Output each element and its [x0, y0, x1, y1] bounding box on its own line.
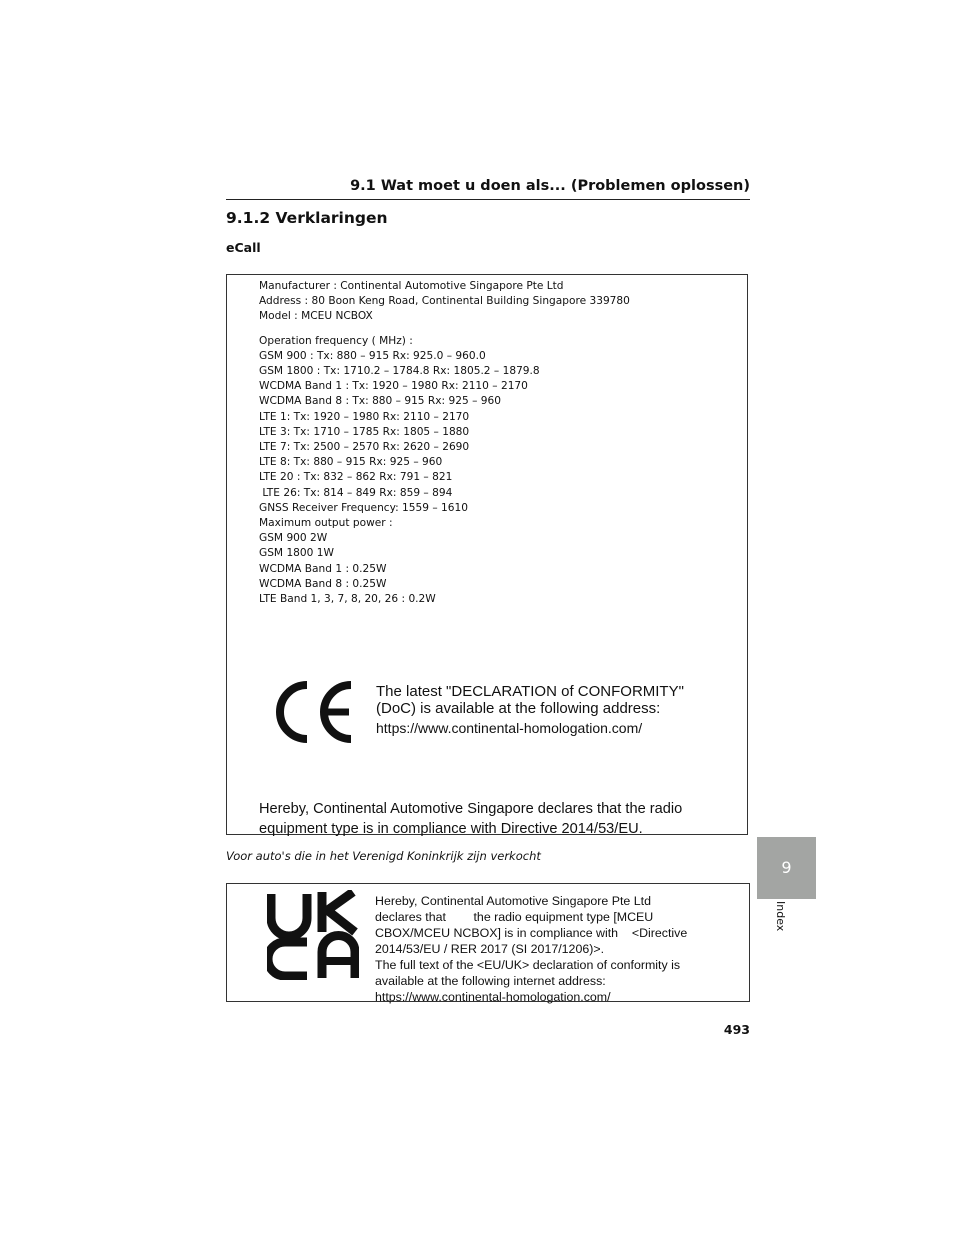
spec-line: LTE 20 : Tx: 832 – 862 Rx: 791 – 821	[259, 471, 453, 484]
spec-line: LTE Band 1, 3, 7, 8, 20, 26 : 0.2W	[259, 593, 436, 606]
spec-line: Operation frequency ( MHz) :	[259, 334, 413, 347]
hereby-line: Hereby, Continental Automotive Singapore declares that the radio	[259, 801, 683, 817]
hereby-statement	[259, 799, 682, 839]
section-title: 9.1.2 Verklaringen	[226, 209, 388, 227]
section-subtitle: eCall	[226, 240, 261, 255]
spec-line: Manufacturer : Continental Automotive Singapore Pte Ltd	[259, 280, 564, 292]
spec-line: GSM 900 2W	[259, 532, 328, 545]
doc-url: https://www.continental-homologation.com/	[376, 720, 643, 736]
hereby-line: equipment type is in compliance with Directive 2014/53/EU.	[259, 821, 643, 837]
ukca-line: The full text of the <EU/UK> declaration of conformity is	[375, 958, 681, 972]
spec-line: GSM 1800 1W	[259, 547, 334, 560]
doc-line: (DoC) is available at the following address:	[376, 700, 661, 717]
ukca-mark-icon	[267, 890, 359, 980]
spec-line: WCDMA Band 1 : Tx: 1920 – 1980 Rx: 2110 – 2170	[259, 380, 528, 393]
ukca-line: available at the following internet address:	[375, 974, 606, 988]
ecall-declaration-box	[226, 274, 748, 835]
ukca-url: https://www.continental-homologation.com/	[375, 990, 611, 1004]
header-rule	[226, 199, 750, 200]
chapter-tab[interactable]: 9	[757, 837, 816, 899]
spec-line: LTE 8: Tx: 880 – 915 Rx: 925 – 960	[259, 456, 443, 469]
doc-line: The latest "DECLARATION of CONFORMITY"	[376, 683, 684, 700]
ce-mark-icon	[274, 679, 354, 745]
index-tab[interactable]	[757, 899, 816, 939]
page-number: 493	[723, 1022, 750, 1037]
spec-gap	[259, 325, 630, 334]
ukca-line: CBOX/MCEU NCBOX] is in compliance with <Directive	[375, 926, 688, 940]
spec-line: Model : MCEU NCBOX	[259, 310, 373, 323]
ukca-declaration-box	[226, 883, 750, 1002]
ukca-line: declares that the radio equipment type [MCEU	[375, 910, 654, 924]
chapter-header: 9.1 Wat moet u doen als... (Problemen oplossen)	[350, 178, 750, 194]
spec-line: WCDMA Band 1 : 0.25W	[259, 562, 387, 575]
spec-line: WCDMA Band 8 : Tx: 880 – 915 Rx: 925 – 960	[259, 395, 501, 408]
spec-line: Address : 80 Boon Keng Road, Continental Building Singapore 339780	[259, 295, 630, 308]
ukca-line: Hereby, Continental Automotive Singapore Pte Ltd	[375, 894, 651, 908]
spec-line: GSM 1800 : Tx: 1710.2 – 1784.8 Rx: 1805.2 – 1879.8	[259, 365, 540, 378]
spec-line: Maximum output power :	[259, 517, 393, 530]
spec-line: LTE 1: Tx: 1920 – 1980 Rx: 2110 – 2170	[259, 410, 470, 423]
uk-caption: Voor auto's die in het Verenigd Koninkrijk zijn verkocht	[226, 849, 541, 863]
spec-line: WCDMA Band 8 : 0.25W	[259, 577, 387, 590]
spec-line: LTE 7: Tx: 2500 – 2570 Rx: 2620 – 2690	[259, 441, 470, 454]
spec-list	[259, 279, 630, 607]
ukca-statement	[375, 893, 735, 1005]
doc-notice	[376, 683, 684, 737]
index-tab-label: Index	[774, 901, 787, 932]
ukca-line: 2014/53/EU / RER 2017 (SI 2017/1206)>.	[375, 942, 605, 956]
spec-line: LTE 26: Tx: 814 – 849 Rx: 859 – 894	[259, 486, 453, 499]
spec-line: LTE 3: Tx: 1710 – 1785 Rx: 1805 – 1880	[259, 425, 470, 438]
spec-line: GSM 900 : Tx: 880 – 915 Rx: 925.0 – 960.0	[259, 349, 486, 362]
spec-line: GNSS Receiver Frequency: 1559 – 1610	[259, 501, 468, 514]
